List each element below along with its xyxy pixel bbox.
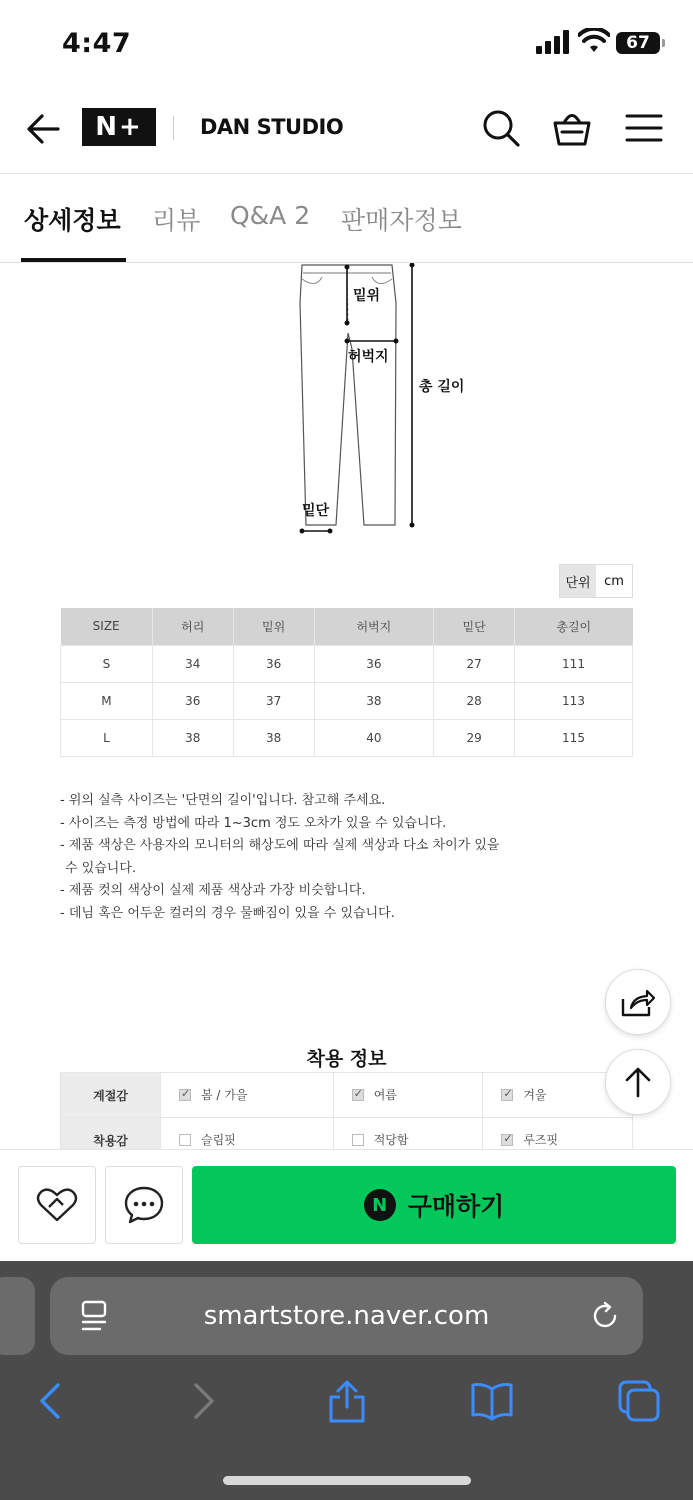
cell: 27 bbox=[434, 645, 515, 682]
label-hem: 밑단 bbox=[302, 503, 330, 519]
back-arrow-icon[interactable] bbox=[24, 110, 62, 148]
header-divider bbox=[173, 116, 174, 140]
note-line: - 데님 혹은 어두운 컬러의 경우 물빠짐이 있을 수 있습니다. bbox=[60, 905, 395, 921]
store-name[interactable]: DAN STUDIO bbox=[200, 115, 344, 139]
cell: 36 bbox=[152, 682, 233, 719]
table-row bbox=[61, 719, 633, 756]
chat-inquiry-button[interactable] bbox=[105, 1166, 183, 1244]
wear-row-label: 계절감 bbox=[61, 1073, 161, 1118]
checkbox-checked bbox=[179, 1089, 191, 1101]
chat-bubble-icon bbox=[124, 1186, 164, 1224]
option-label: 슬림핏 bbox=[201, 1133, 236, 1148]
status-time: 4:47 bbox=[62, 28, 132, 59]
table-row bbox=[61, 1118, 633, 1150]
unit-indicator bbox=[559, 564, 633, 598]
wishlist-button[interactable] bbox=[18, 1166, 96, 1244]
size-table bbox=[60, 608, 633, 757]
browser-toolbar bbox=[0, 1261, 693, 1500]
wear-info-title: 착용 정보 bbox=[306, 1048, 387, 1070]
browser-back-icon[interactable] bbox=[30, 1379, 74, 1423]
cell: 38 bbox=[152, 719, 233, 756]
note-line: 수 있습니다. bbox=[65, 860, 137, 876]
purchase-bar bbox=[0, 1149, 693, 1261]
buy-now-button[interactable] bbox=[192, 1166, 676, 1244]
home-indicator bbox=[223, 1476, 471, 1485]
cell: 38 bbox=[314, 682, 434, 719]
cell: M bbox=[61, 682, 153, 719]
wifi-icon bbox=[578, 28, 610, 54]
cell: 36 bbox=[314, 645, 434, 682]
checkbox-checked bbox=[501, 1134, 513, 1146]
option-label: 적당함 bbox=[373, 1133, 409, 1148]
tab-seller-info[interactable]: 판매자정보 bbox=[341, 206, 462, 235]
cell: 34 bbox=[152, 645, 233, 682]
cell: 113 bbox=[515, 682, 633, 719]
note-line: - 제품 컷의 색상이 실제 제품 색상과 가장 비슷합니다. bbox=[60, 883, 366, 898]
cell: S bbox=[61, 645, 153, 682]
checkbox-unchecked bbox=[352, 1134, 364, 1146]
share-icon bbox=[621, 987, 655, 1017]
tab-detail-info[interactable]: 상세정보 bbox=[24, 206, 121, 235]
active-tab-indicator bbox=[21, 258, 126, 262]
wear-option bbox=[333, 1118, 483, 1150]
url-text[interactable]: smartstore.naver.com bbox=[203, 1301, 490, 1331]
naver-pay-icon: N bbox=[364, 1189, 396, 1221]
hamburger-menu-icon[interactable] bbox=[624, 108, 664, 148]
note-line: - 사이즈는 측정 방법에 따라 1~3cm 정도 오차가 있을 수 있습니다. bbox=[60, 815, 447, 831]
col-thigh: 허벅지 bbox=[314, 608, 434, 645]
tab-reviews[interactable]: 리뷰 bbox=[152, 206, 201, 235]
wear-option bbox=[483, 1118, 633, 1150]
browser-share-icon[interactable] bbox=[325, 1379, 369, 1423]
label-total-length: 총 길이 bbox=[419, 379, 465, 395]
previous-tab-preview[interactable] bbox=[0, 1277, 35, 1355]
col-waist: 허리 bbox=[152, 608, 233, 645]
cell: 37 bbox=[233, 682, 314, 719]
status-bar bbox=[0, 0, 693, 88]
cell: 40 bbox=[314, 719, 434, 756]
checkbox-unchecked bbox=[179, 1134, 191, 1146]
wear-option bbox=[161, 1073, 334, 1118]
tab-qna[interactable]: Q&A 2 bbox=[230, 201, 311, 230]
search-icon[interactable] bbox=[481, 108, 521, 148]
share-button[interactable] bbox=[605, 969, 671, 1035]
col-rise: 밑위 bbox=[233, 608, 314, 645]
unit-label: 단위 bbox=[560, 565, 596, 597]
product-tabs bbox=[0, 175, 693, 263]
cell: 36 bbox=[233, 645, 314, 682]
unit-value: cm bbox=[604, 573, 624, 589]
table-row bbox=[61, 1073, 633, 1118]
cell: 38 bbox=[233, 719, 314, 756]
cell: 29 bbox=[434, 719, 515, 756]
size-notes bbox=[60, 790, 560, 925]
battery-indicator: 67 bbox=[616, 32, 660, 54]
heart-icon bbox=[36, 1187, 78, 1223]
option-label: 루즈핏 bbox=[523, 1133, 559, 1148]
wear-option bbox=[161, 1118, 334, 1150]
arrow-up-icon bbox=[623, 1066, 653, 1098]
option-label: 여름 bbox=[373, 1088, 397, 1103]
tabs-overview-icon[interactable] bbox=[617, 1379, 661, 1423]
note-line: - 위의 실측 사이즈는 '단면의 길이'입니다. 참고해 주세요. bbox=[60, 793, 386, 808]
table-row bbox=[61, 645, 633, 682]
shopping-basket-icon[interactable] bbox=[552, 108, 592, 148]
wear-option bbox=[333, 1073, 483, 1118]
store-header bbox=[0, 88, 693, 174]
label-thigh: 허벅지 bbox=[348, 349, 389, 365]
col-size: SIZE bbox=[61, 608, 153, 645]
col-hem: 밑단 bbox=[434, 608, 515, 645]
cellular-signal-icon bbox=[536, 30, 570, 54]
option-label: 봄 / 가을 bbox=[201, 1088, 248, 1103]
table-row bbox=[61, 682, 633, 719]
col-total-length: 총길이 bbox=[515, 608, 633, 645]
scroll-to-top-button[interactable] bbox=[605, 1049, 671, 1115]
label-rise: 밑위 bbox=[353, 288, 381, 304]
bookmarks-icon[interactable] bbox=[470, 1379, 514, 1423]
wear-row-label: 착용감 bbox=[61, 1118, 161, 1150]
cell: L bbox=[61, 719, 153, 756]
cell: 111 bbox=[515, 645, 633, 682]
cell: 115 bbox=[515, 719, 633, 756]
naver-plus-logo[interactable]: N+ bbox=[82, 108, 156, 146]
size-table-header bbox=[61, 608, 633, 645]
option-label: 겨울 bbox=[523, 1088, 547, 1103]
buy-now-label: 구매하기 bbox=[407, 1192, 505, 1221]
product-detail-content bbox=[0, 263, 693, 1149]
cell: 28 bbox=[434, 682, 515, 719]
reload-icon[interactable] bbox=[590, 1301, 620, 1331]
browser-forward-icon[interactable] bbox=[180, 1379, 224, 1423]
address-bar[interactable] bbox=[50, 1277, 643, 1355]
note-line: - 제품 색상은 사용자의 모니터의 해상도에 따라 실제 색상과 다소 차이가 있을 bbox=[60, 838, 500, 853]
wear-info-table bbox=[60, 1072, 633, 1149]
checkbox-checked bbox=[501, 1089, 513, 1101]
checkbox-checked bbox=[352, 1089, 364, 1101]
